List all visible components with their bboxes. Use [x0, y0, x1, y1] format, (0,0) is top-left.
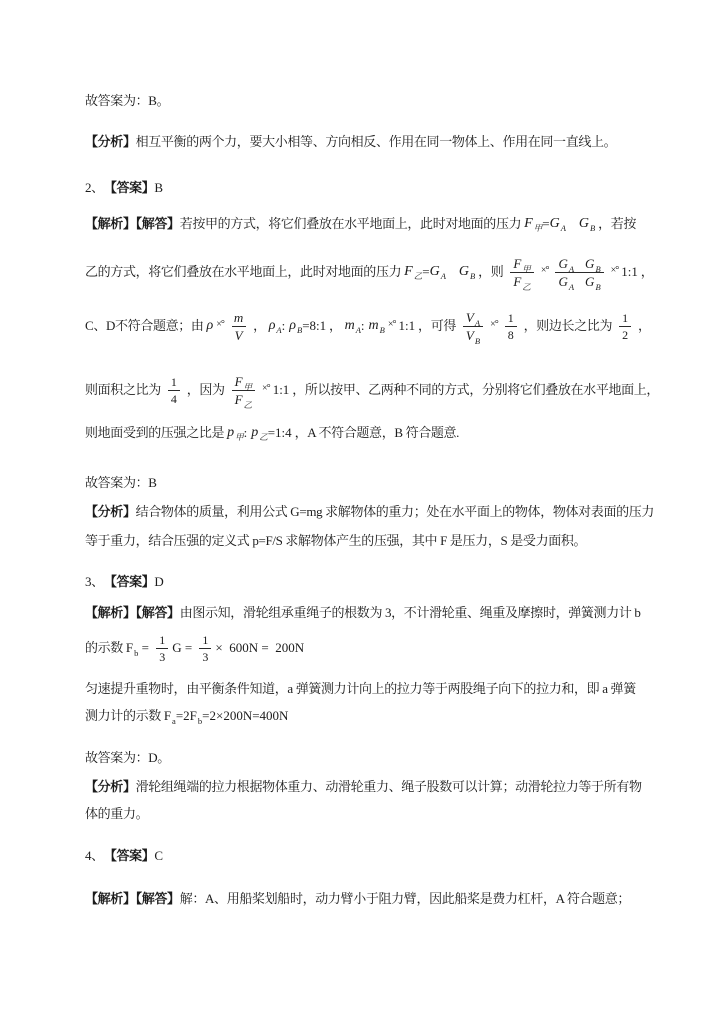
math-text: 4 — [170, 391, 177, 406]
fraction-denominator — [505, 326, 517, 341]
text-run: ，则 — [475, 264, 507, 279]
math-subscript: B — [296, 325, 303, 335]
math-text: 1 — [507, 310, 514, 325]
math-variable: $p_乙$ — [251, 425, 268, 442]
text-run: ，所以按甲、乙两种不同的方式，分别将它们叠放在水平地面上， — [289, 382, 660, 397]
math-text: × 600N = 200N — [215, 640, 305, 655]
math-variable: $G_B$ — [458, 264, 476, 281]
math-subscript: 甲 — [522, 263, 531, 274]
text-run: 测力计的示数 — [85, 708, 164, 723]
math-variable: $G_A$ — [429, 264, 446, 281]
text-line-8 — [85, 418, 459, 448]
math-text: : — [281, 318, 286, 333]
fraction-numerator — [168, 376, 180, 390]
math-text: 1 — [170, 374, 177, 389]
fraction-denominator — [463, 326, 483, 346]
label-bold: 【解析】【解答】 — [85, 216, 180, 231]
label-bold: 【答案】 — [103, 848, 155, 863]
text-line-20 — [85, 841, 163, 871]
math-subscript: A — [568, 281, 575, 292]
math-subscript: B — [590, 223, 596, 233]
text-run: 3、 — [85, 574, 104, 589]
text-run: ，A 不符合题意，B 符合题意. — [291, 425, 460, 440]
math-variable: $G_B$ — [578, 216, 596, 233]
label-bold: 【分析】 — [85, 779, 136, 794]
fraction — [619, 312, 631, 341]
math-variable: m — [233, 309, 244, 325]
text-run: 故答案为：B — [85, 475, 157, 490]
text-run: ，可得 — [415, 318, 459, 333]
spacer — [574, 275, 585, 276]
text-line-21 — [85, 884, 630, 914]
math-text: 3 — [159, 649, 166, 664]
math-text: = — [138, 640, 153, 655]
fraction — [555, 255, 603, 292]
label-bold: 【解析】【解答】 — [85, 605, 180, 620]
text-run: ， — [326, 318, 345, 333]
text-run: 故答案为：D。 — [85, 750, 170, 765]
math-variable: $m_B$ — [368, 318, 385, 335]
math-text: 1:1 — [272, 382, 290, 397]
math-text: G — [172, 640, 182, 655]
math-text: 2 — [622, 327, 629, 342]
text-run: 解：A、用船桨划船时，动力臂小于阻力臂，因此船桨是费力杠杆，A 符合题意； — [179, 891, 631, 906]
math-text: 1:1 — [621, 264, 638, 279]
text-run: C — [154, 848, 163, 863]
label-bold: 【解析】【解答】 — [85, 891, 180, 906]
text-run: 滑轮组绳端的拉力根据物体重力、动滑轮重力、绳子股数可以计算；动滑轮拉力等于所有物 — [135, 779, 642, 794]
text-line-9 — [85, 468, 157, 498]
math-subscript: A — [276, 325, 282, 335]
math-subscript: B — [595, 263, 601, 274]
fraction-numerator — [619, 312, 631, 326]
text-line-18 — [85, 772, 642, 802]
fraction — [505, 312, 517, 341]
math-variable: V — [234, 327, 243, 343]
math-variable: $G_B$ — [585, 273, 601, 292]
math-subscript: A — [474, 317, 481, 328]
ratio-glyph: ×° — [262, 382, 270, 394]
text-run: 4、 — [85, 848, 104, 863]
text-run: ，因为 — [183, 382, 228, 397]
text-line-17 — [85, 743, 170, 773]
fraction-denominator — [232, 326, 246, 342]
math-text: $F_b$ — [125, 640, 139, 658]
text-run: ，则边长之比为 — [520, 318, 616, 333]
fraction — [231, 311, 246, 342]
math-text: =2×200N=400N — [202, 708, 289, 723]
fraction-numerator — [463, 311, 483, 326]
fraction-numerator — [231, 311, 246, 326]
text-line-16 — [85, 701, 288, 731]
spacer — [446, 272, 459, 273]
spacer — [566, 224, 579, 225]
math-variable: $V_A$ — [465, 309, 481, 328]
math-text: $F_b$ — [189, 708, 203, 726]
text-run: 相互平衡的两个力，要大小相等、方向相反、作用在同一物体上、作用在同一直线上。 — [135, 134, 617, 149]
label-bold: 【分析】 — [85, 504, 136, 519]
math-variable: $\rho_A$ — [268, 318, 282, 335]
fraction — [463, 309, 483, 346]
math-text: 3 — [202, 649, 209, 664]
math-text: : — [360, 318, 365, 333]
text-run: ，若按 — [595, 216, 637, 231]
text-line-2 — [85, 127, 616, 157]
math-variable: $F_乙$ — [513, 273, 531, 292]
math-text: $F_a$ — [163, 708, 176, 726]
spacer — [574, 269, 585, 270]
math-subscript: 乙 — [243, 399, 253, 410]
text-run: 等于重力，结合压强的定义式 p=F/S 求解物体产生的压强，其中 F 是压力，S 是受力面积。 — [85, 533, 587, 548]
ratio-glyph: ×° — [490, 318, 498, 330]
fraction-denominator — [156, 648, 168, 663]
fraction — [510, 255, 533, 292]
fraction-numerator — [510, 257, 533, 272]
fraction-numerator — [505, 312, 517, 326]
math-text: = — [422, 264, 430, 279]
text-run: 若按甲的方式，将它们叠放在水平地面上，此时对地面的压力 — [179, 216, 525, 231]
text-line-6 — [85, 309, 651, 346]
math-subscript: a — [172, 716, 176, 726]
text-run: B — [154, 180, 163, 195]
text-run: 2、 — [85, 180, 104, 195]
ratio-glyph: ×° — [610, 264, 619, 276]
text-run: 故答案为：B。 — [85, 93, 170, 108]
text-run: 由图示知，滑轮组承重绳子的根数为 3，不计滑轮重、绳重及摩擦时，弹簧测力计 b — [179, 605, 641, 620]
math-variable: ρ — [206, 318, 214, 333]
math-subscript: 乙 — [522, 281, 531, 292]
text-line-13 — [85, 598, 641, 628]
fraction-denominator — [619, 326, 631, 341]
math-subscript: A — [355, 325, 361, 335]
text-line-7 — [85, 373, 660, 410]
math-subscript: 乙 — [413, 271, 423, 281]
math-text: 1:1 — [398, 318, 416, 333]
math-variable: $m_A$ — [344, 318, 361, 335]
ratio-glyph: ×° — [216, 318, 224, 330]
text-line-14 — [85, 633, 304, 663]
text-run: ， — [637, 264, 654, 279]
math-subscript: B — [379, 325, 385, 335]
math-variable: $p_甲$ — [227, 425, 244, 442]
text-line-5 — [85, 255, 654, 292]
text-run: C、D不符合题意；由 — [85, 318, 207, 333]
text-run: 结合物体的质量，利用公式 G=mg 求解物体的重力；处在水平面上的物体，物体对表面的压力 — [135, 504, 655, 519]
text-run: 则面积之比为 — [85, 382, 164, 397]
fraction-numerator — [555, 257, 603, 272]
ratio-glyph: ×° — [540, 264, 549, 276]
fraction — [168, 376, 180, 405]
text-line-15 — [85, 674, 636, 704]
fraction-numerator — [199, 634, 211, 648]
math-subscript: A — [560, 223, 566, 233]
fraction-denominator — [168, 390, 180, 405]
math-variable: $G_A$ — [558, 255, 575, 274]
text-run: D — [154, 574, 164, 589]
text-line-1 — [85, 86, 169, 116]
text-line-10 — [85, 497, 654, 527]
text-line-19 — [85, 799, 148, 829]
math-text: 1 — [622, 310, 629, 325]
math-variable: $G_A$ — [549, 216, 566, 233]
math-subscript: A — [440, 271, 446, 281]
math-subscript: 乙 — [259, 432, 268, 442]
math-variable: $G_B$ — [585, 255, 601, 274]
text-run: 体的重力。 — [85, 806, 149, 821]
math-variable: $V_B$ — [465, 327, 481, 346]
fraction — [199, 634, 211, 663]
math-variable: $F_乙$ — [404, 264, 423, 281]
text-line-4 — [85, 209, 636, 239]
label-bold: 【分析】 — [85, 134, 136, 149]
text-run: ， — [635, 318, 651, 333]
math-text: = — [181, 640, 196, 655]
fraction-denominator — [199, 648, 211, 663]
math-subscript: 甲 — [533, 223, 543, 233]
math-text: 1 — [202, 632, 209, 647]
math-subscript: B — [595, 281, 601, 292]
fraction — [232, 373, 255, 410]
math-text: 8 — [507, 327, 514, 342]
text-run: ， — [250, 318, 269, 333]
text-line-11 — [85, 526, 586, 556]
math-text: 1 — [159, 632, 166, 647]
ratio-glyph: ×° — [387, 318, 396, 330]
text-run: 匀速提升重物时，由平衡条件知道，a 弹簧测力计向上的拉力等于两股绳子向下的拉力和，即 a 弹簧 — [85, 681, 636, 696]
math-variable: $G_A$ — [558, 273, 575, 292]
math-text: : — [243, 425, 248, 440]
math-subscript: b — [134, 648, 139, 658]
text-run: 乙的方式，将它们叠放在水平地面上，此时对地面的压力 — [85, 264, 405, 279]
fraction-numerator — [156, 634, 168, 648]
text-run: 的示数 — [85, 640, 126, 655]
math-subscript: b — [197, 716, 203, 726]
math-variable: $F_甲$ — [513, 255, 531, 274]
math-variable: $F_甲$ — [234, 373, 253, 392]
math-variable: $F_乙$ — [234, 391, 253, 410]
math-text: =2 — [175, 708, 190, 723]
math-text: =1:4 — [267, 425, 292, 440]
math-subscript: B — [474, 335, 481, 346]
text-run: 则地面受到的压强之比是 — [85, 425, 228, 440]
label-bold: 【答案】 — [103, 180, 155, 195]
math-subscript: A — [568, 263, 575, 274]
math-variable: $\rho_B$ — [289, 318, 303, 335]
math-subscript: 甲 — [235, 432, 244, 442]
label-bold: 【答案】 — [103, 574, 155, 589]
math-text: =8:1 — [302, 318, 327, 333]
math-text: = — [542, 216, 550, 231]
fraction — [156, 634, 168, 663]
math-subscript: 甲 — [243, 381, 253, 392]
math-subscript: B — [470, 271, 476, 281]
fraction-numerator — [232, 375, 255, 390]
text-line-3 — [85, 173, 163, 203]
text-line-12 — [85, 567, 163, 597]
math-variable: $F_甲$ — [524, 216, 543, 233]
